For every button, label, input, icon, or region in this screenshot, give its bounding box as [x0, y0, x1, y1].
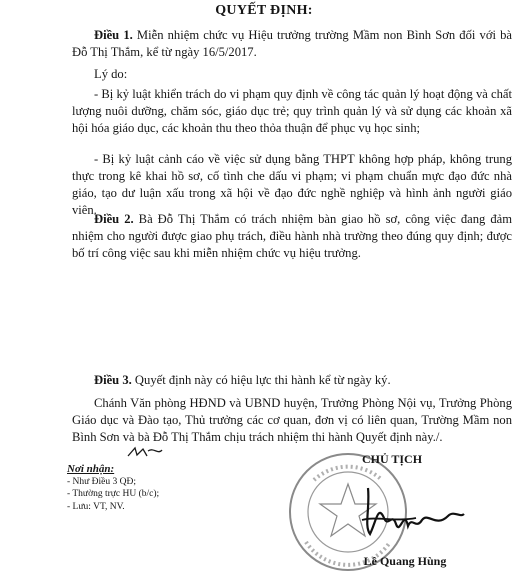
article-2-text: Bà Đỗ Thị Thắm có trách nhiệm bàn giao hồ sơ, công việc đang đảm nhiệm cho người được giao phụ trách, điều hành nhà trường theo đúng quy định; được bố trí công việc sau khi miễn nhiệm chức vụ hiệu trưởng. — [72, 212, 513, 260]
recipients-block — [67, 463, 247, 513]
page-break-gap — [0, 275, 528, 367]
article-1-label: Điều 1. — [94, 28, 133, 42]
handwritten-signature-icon — [356, 468, 466, 548]
signer-name: Lê Quang Hùng — [363, 554, 447, 568]
article-1 — [72, 27, 512, 61]
signature-title: CHỦ TỊCH — [361, 452, 423, 466]
recipient-item: - Như Điều 3 QĐ; — [67, 476, 137, 487]
decision-title: QUYẾT ĐỊNH: — [215, 3, 313, 18]
article-3 — [72, 372, 512, 389]
reason-item-2: - Bị kỷ luật cảnh cáo về việc sử dụng bằng THPT không hợp pháp, không trung thực trong kê khai hồ sơ, cố tình che dấu vi phạm; vi phạm chuẩn mực đạo đức nhà giáo, tạo dư luận xấu trong xã hội về đạo đức nghề nghiệp và hình ảnh người giáo viên. — [72, 152, 512, 217]
initial-mark-icon — [126, 445, 164, 459]
recipient-item: - Thường trực HU (b/c); — [67, 489, 160, 499]
article-3-text: Quyết định này có hiệu lực thi hành kể từ ngày ký. — [131, 373, 391, 387]
recipient-item: - Lưu: VT, NV. — [67, 501, 125, 512]
article-1-text: Miễn nhiệm chức vụ Hiệu trưởng trường Mầm non Bình Sơn đối với bà Đỗ Thị Thắm, kể từ ngày 16/5/2017. — [72, 28, 513, 59]
reason-item-1: - Bị kỷ luật khiển trách do vi phạm quy định về công tác quản lý hoạt động và chất lượng nuôi dưỡng, chăm sóc, giáo dục trẻ; quy trình quản lý và sử dụng các khoản xã hội hóa giáo dục, các khoản thu theo thỏa thuận để phục vụ học sinh; — [72, 87, 512, 135]
reasons-heading: Lý do: — [94, 67, 128, 81]
recipients-heading: Nơi nhận: — [67, 463, 115, 475]
article-2-label: Điều 2. — [94, 212, 134, 226]
responsibility-clause: Chánh Văn phòng HĐND và UBND huyện, Trưởng Phòng Nội vụ, Trưởng Phòng Giáo dục và Đào tạo, Thủ trưởng các cơ quan, đơn vị có liên quan, Trường Mầm non Bình Sơn và bà Đỗ Thị Thắm chịu trách nhiệm thi hành Quyết định này./. — [72, 396, 512, 444]
article-2 — [72, 211, 512, 262]
article-3-label: Điều 3. — [94, 373, 132, 387]
